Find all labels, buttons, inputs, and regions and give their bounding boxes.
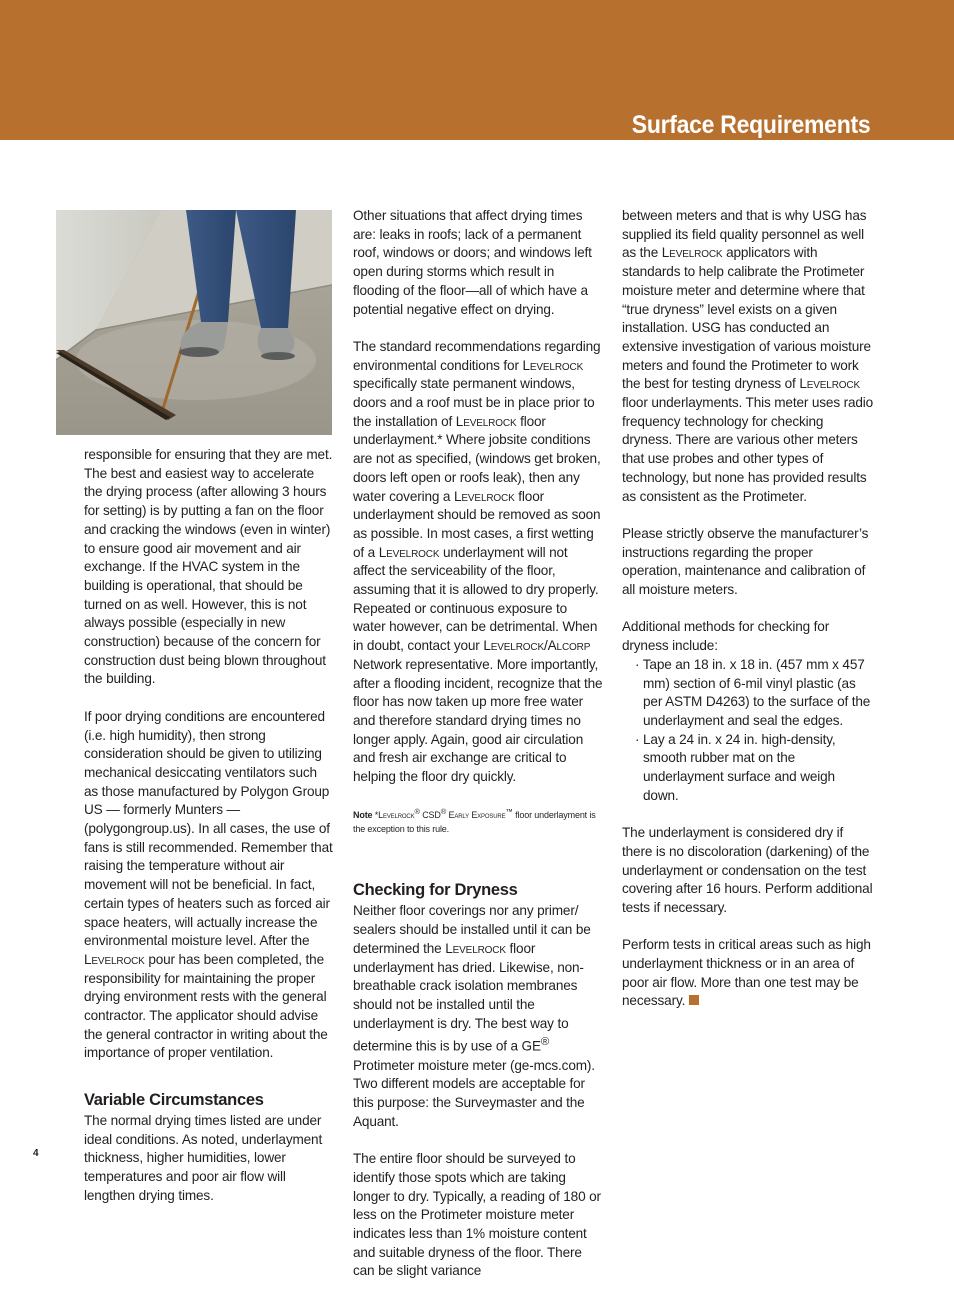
floor-photo-image xyxy=(56,210,332,435)
bullet-list xyxy=(622,656,874,806)
paragraph: Please strictly observe the manufacturer’s instructions regarding the proper operation, maintenance and calibration of all moisture meters. xyxy=(622,525,869,598)
list-item: · Tape an 18 in. x 18 in. (457 mm x 457 mm) section of 6-mil vinyl plastic (as per ASTM D4263) to the surface of the underlayment and seal the edges. xyxy=(635,656,871,728)
paragraph xyxy=(622,936,874,1011)
paragraph: responsible for ensuring that they are met. The best and easiest way to accelerate the drying process (after allowing 3 hours for setting) is by putting a fan on the floor and cracking the windows (even in winter) to ensure good air movement and air exchange. If the HVAC system in the building is operational, that should be turned on as well. However, this is not always possible (especially in new construction) because of the concern for construction dust being blown throughout the building. xyxy=(84,447,333,687)
brand-name: Levelrock xyxy=(455,413,517,429)
section-heading-variable-circumstances: Variable Circumstances xyxy=(84,1090,264,1109)
text-run: floor underlayment should be removed as soon as possible. In most cases, a first wetting of a xyxy=(353,488,601,560)
text-run: floor underlayments. This meter uses radio frequency technology for checking dryness. There are various other meters that use probes and other types of technology, but none has provided results as consistent as the Protimeter. xyxy=(622,395,874,504)
paragraph: Other situations that affect drying times are: leaks in roofs; lack of a permanent roof, windows or doors; and windows left open during storms which result in flooding of the floor—all of which have a potential negative effect on drying. xyxy=(353,208,592,317)
section-heading-checking-for-dryness: Checking for Dryness xyxy=(353,881,518,900)
text-run: floor underlayment.* Where jobsite conditions are not as specified, (windows get broken, doors left open or roofs leak), then any water covering a xyxy=(353,413,601,504)
paragraph: The entire floor should be surveyed to identify those spots which are taking longer to dry. Typically, a reading of 180 or less on the Protimeter moisture meter indicates less than 1% moisture content and suitable dryness of the floor. There can be slight variance xyxy=(353,1151,601,1279)
text-run: applicators with standards to help calibrate the Protimeter moisture meter and determine where that “true dryness” level exists on a given installation. USG has conducted an extensive investigation of various moisture meters and found the Protimeter to work the best for testing dryness of xyxy=(622,245,871,392)
footnote xyxy=(353,805,603,836)
text-run: Protimeter moisture meter (ge-mcs.com). Two different models are acceptable for this purpose: the Surveymaster and the Aquant. xyxy=(353,1057,595,1129)
paragraph: Additional methods for checking for dryness include: xyxy=(622,619,830,654)
text-run: between meters and that is why USG has supplied its field quality personnel as well as the xyxy=(622,208,867,261)
page-number: 4 xyxy=(33,1148,39,1159)
brand-name: Levelrock/Alcorp xyxy=(483,638,591,654)
text-run: floor underlayment is the exception to this rule. xyxy=(353,810,596,835)
brand-name: Levelrock xyxy=(453,488,515,504)
paragraph: The normal drying times listed are under ideal conditions. As noted, underlayment thickness, higher humidities, lower temperatures and poor air flow will lengthen drying times. xyxy=(84,1112,323,1203)
registered-mark: ® xyxy=(440,807,447,817)
list-item: · Lay a 24 in. x 24 in. high-density, smooth rubber mat on the underlayment surface and weigh down. xyxy=(635,731,836,803)
page-title: Surface Requirements xyxy=(631,111,870,139)
paragraph xyxy=(84,708,334,1063)
text-run: If poor drying conditions are encountered (i.e. high humidity), then strong consideration should be given to utilizing mechanical desiccating ventilators such as those manufactured by Polygon Group US — formerly Munters — (polygongroup.us). In all cases, the use of fans is still recommended. Remember that raising the temperature without air movement will not be beneficial. In fact, certain types of heaters such as forced air space heaters, will actually increase the environmental moisture level. After the xyxy=(84,708,333,949)
text-run: Network representative. More importantly, after a flooding incident, recognize that the floor has now taken up more free water and therefore standard drying times no longer apply. Again, good air circulation and fresh air exchange are critical to helping the floor dry quickly. xyxy=(353,656,603,785)
text-run: Perform tests in critical areas such as high underlayment thickness or in an area of poor air flow. More than one test may be necessary. xyxy=(622,937,871,1009)
brand-name: Levelrock xyxy=(445,940,506,956)
brand-name: Levelrock xyxy=(84,951,145,967)
text-run: * xyxy=(372,810,379,821)
note-label: Note xyxy=(353,810,373,821)
text-run: The standard recommendations regarding environmental conditions for xyxy=(353,338,601,373)
column-1 xyxy=(84,446,334,1224)
text-run: pour has been completed, the responsibility for maintaining the proper drying environment rests with the general contractor. The applicator should advise the general contractor in writing about the importance of proper ventilation. xyxy=(84,951,328,1061)
column-2 xyxy=(353,207,603,1300)
product-name: Early Exposure xyxy=(446,810,506,821)
registered-mark: ® xyxy=(540,1036,550,1049)
paragraph xyxy=(353,338,603,787)
text-run: underlayment will not affect the serviceability of the floor, assuming that it is allowed to dry properly. Repeated or continuous exposure to water however, can be detrimental. When in doubt, contact your xyxy=(353,544,599,654)
paragraph: The underlayment is considered dry if there is no discoloration (darkening) of the underlayment or condensation on the test covering after 16 hours. Perform additional tests if necessary. xyxy=(622,825,873,915)
brand-name: Levelrock xyxy=(661,245,723,261)
text-run: floor underlayment has dried. Likewise, non-breathable crack isolation membranes should not be installed until the underlayment is dry. The best way to determine this is by use of a GE xyxy=(353,940,584,1054)
text-run: specifically state permanent windows, doors and a roof must be in place prior to the installation of xyxy=(353,376,595,429)
brand-name: Levelrock xyxy=(799,376,860,392)
text-run: Neither floor coverings nor any primer/ sealers should be installed until it can be determined the xyxy=(353,903,591,956)
brand-name: Levelrock xyxy=(522,357,584,373)
paragraph xyxy=(353,902,603,1131)
registered-mark: ® xyxy=(414,807,420,817)
floor-photo xyxy=(56,210,332,435)
paragraph xyxy=(622,207,874,506)
text-run: CSD xyxy=(419,810,441,821)
brand-name: Levelrock xyxy=(378,810,415,821)
end-of-article-icon xyxy=(689,995,699,1005)
column-3 xyxy=(622,207,874,1030)
brand-name: Levelrock xyxy=(378,544,440,560)
trademark-mark: ™ xyxy=(505,807,513,817)
